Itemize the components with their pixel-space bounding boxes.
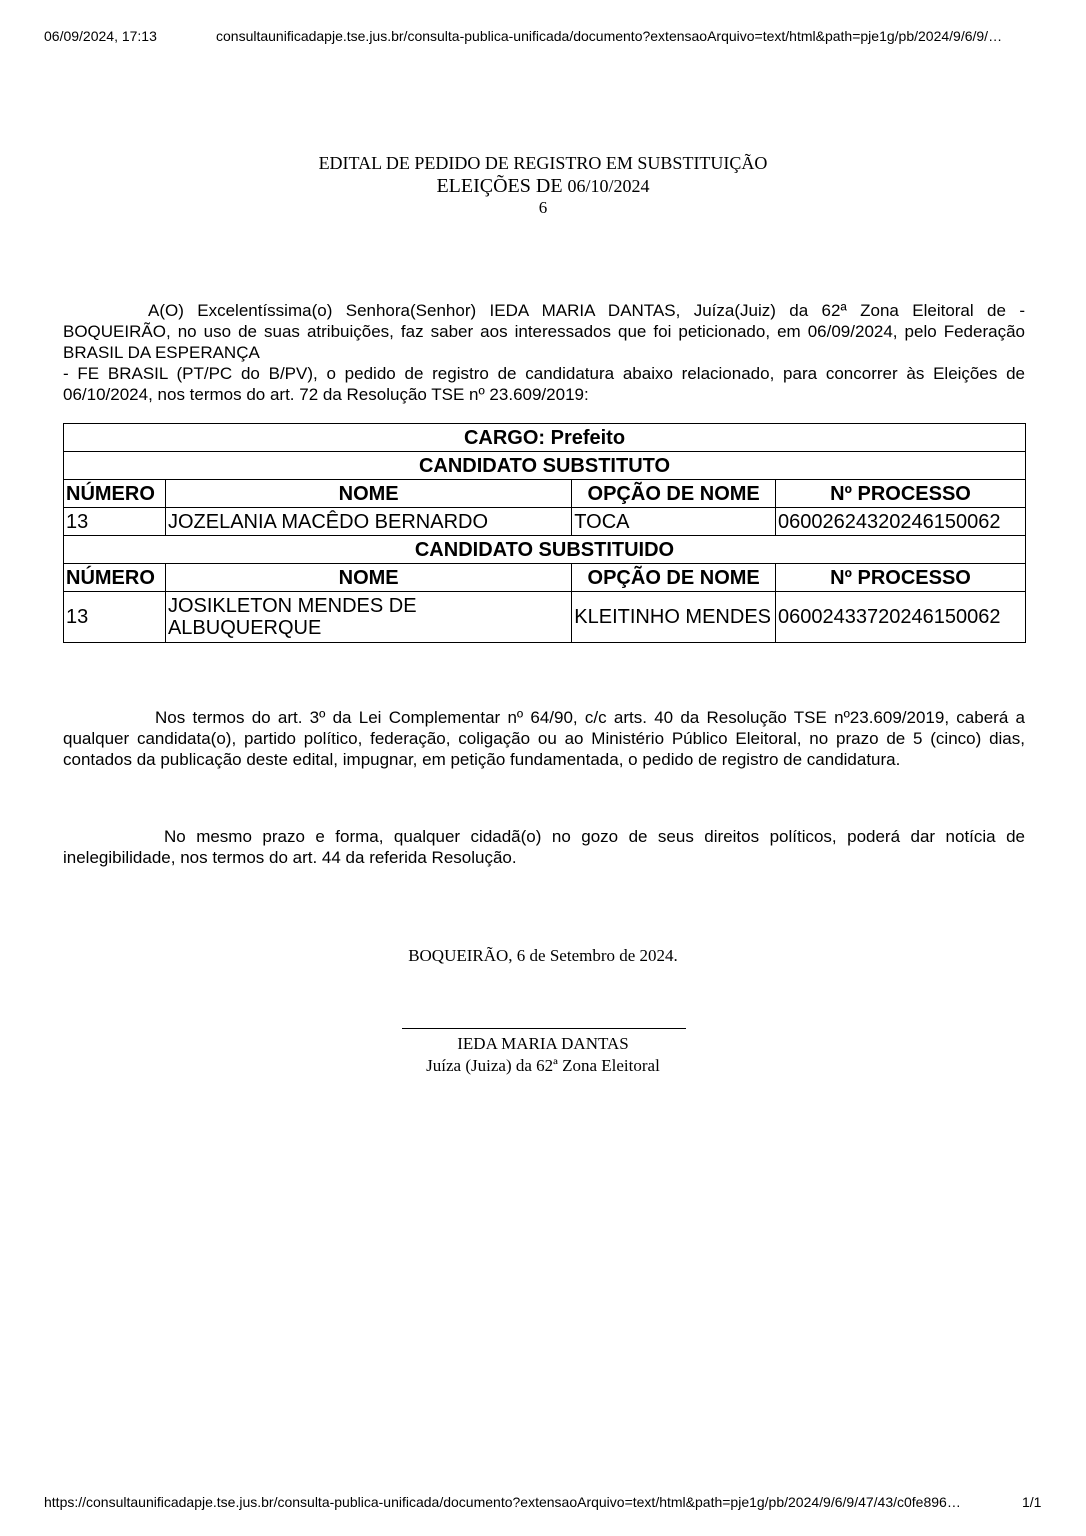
column-header-processo: Nº PROCESSO — [776, 480, 1026, 508]
table-row-substitute-heading — [64, 452, 1026, 480]
substitute-numero: 13 — [64, 508, 166, 536]
intro-line-1: A(O) Excelentíssima(o) Senhora(Senhor) IEDA MARIA DANTAS, Juíza(Juiz) da 62ª Zona Eleitoral de - BOQUEIRÃO, no uso de suas atribuições, faz saber aos interessados que foi peticionado, em 06/09/2024, pelo Federação BRASIL DA ESPERANÇA — [63, 301, 1025, 362]
replaced-processo: 06002433720246150062 — [776, 592, 1026, 643]
substitute-heading: CANDIDATO SUBSTITUTO — [64, 452, 1026, 480]
table-row — [64, 592, 1026, 643]
column-header-numero: NÚMERO — [64, 564, 166, 592]
title-line-1: EDITAL DE PEDIDO DE REGISTRO EM SUBSTITUIÇÃO — [318, 153, 768, 173]
replaced-nome: JOSIKLETON MENDES DE ALBUQUERQUE — [165, 592, 571, 643]
table-row — [64, 508, 1026, 536]
title-election-date: 06/10/2024 — [567, 176, 650, 196]
print-header-datetime: 06/09/2024, 17:13 — [44, 28, 157, 44]
print-footer-page-number: 1/1 — [1022, 1494, 1042, 1510]
document-title — [0, 152, 1086, 218]
column-header-numero: NÚMERO — [64, 480, 166, 508]
signature-line — [402, 1028, 686, 1029]
cargo-heading: CARGO: Prefeito — [64, 424, 1026, 452]
intro-line-2: - FE BRASIL (PT/PC do B/PV), o pedido de registro de candidatura abaixo relacionado, para concorrer às Eleições de 06/10/2024, nos termos do art. 72 da Resolução TSE nº 23.609/2019: — [63, 364, 1025, 404]
intro-paragraph — [63, 300, 1025, 405]
title-line-3: 6 — [538, 198, 548, 217]
impugnation-text: Nos termos do art. 3º da Lei Complementar nº 64/90, c/c arts. 40 da Resolução TSE nº23.609/2019, caberá a qualquer candidata(o), partido político, federação, coligação ou ao Ministério Público Eleitoral, no prazo de 5 (cinco) dias, contados da publicação deste edital, impugnar, em petição fundamentada, o pedido de registro de candidatura. — [63, 708, 1025, 769]
signatory-role: Juíza (Juiza) da 62ª Zona Eleitoral — [426, 1056, 660, 1075]
table-header-row — [64, 480, 1026, 508]
signatory-name: IEDA MARIA DANTAS — [457, 1034, 629, 1053]
replaced-opcao: KLEITINHO MENDES — [572, 592, 776, 643]
table-row-cargo — [64, 424, 1026, 452]
column-header-opcao: OPÇÃO DE NOME — [572, 480, 776, 508]
print-footer-url: https://consultaunificadapje.tse.jus.br/consulta-publica-unificada/documento?extensaoArquivo=text/html&path=pje1g/pb/2024/9/6/9/47/43/c0fe896… — [44, 1494, 961, 1510]
replaced-heading: CANDIDATO SUBSTITUIDO — [64, 536, 1026, 564]
ineligibility-paragraph — [63, 826, 1025, 868]
ineligibility-text: No mesmo prazo e forma, qualquer cidadã(o) no gozo de seus direitos políticos, poderá dar notícia de inelegibilidade, nos termos do art. 44 da referida Resolução. — [63, 827, 1025, 867]
place-and-date: BOQUEIRÃO, 6 de Setembro de 2024. — [408, 946, 678, 965]
column-header-opcao: OPÇÃO DE NOME — [572, 564, 776, 592]
title-elections-label: ELEIÇÕES DE — [436, 175, 563, 197]
candidates-table — [63, 423, 1026, 643]
table-row-replaced-heading — [64, 536, 1026, 564]
column-header-nome: NOME — [165, 480, 571, 508]
substitute-processo: 06002624320246150062 — [776, 508, 1026, 536]
title-line-2 — [0, 174, 1086, 198]
substitute-opcao: TOCA — [572, 508, 776, 536]
impugnation-paragraph — [63, 707, 1025, 770]
replaced-numero: 13 — [64, 592, 166, 643]
print-header-url: consultaunificadapje.tse.jus.br/consulta-publica-unificada/documento?extensaoArquivo=text/html&path=pje1g/pb/2024/9/6/9/… — [216, 28, 1003, 44]
table-header-row — [64, 564, 1026, 592]
substitute-nome: JOZELANIA MACÊDO BERNARDO — [165, 508, 571, 536]
column-header-processo: Nº PROCESSO — [776, 564, 1026, 592]
column-header-nome: NOME — [165, 564, 571, 592]
